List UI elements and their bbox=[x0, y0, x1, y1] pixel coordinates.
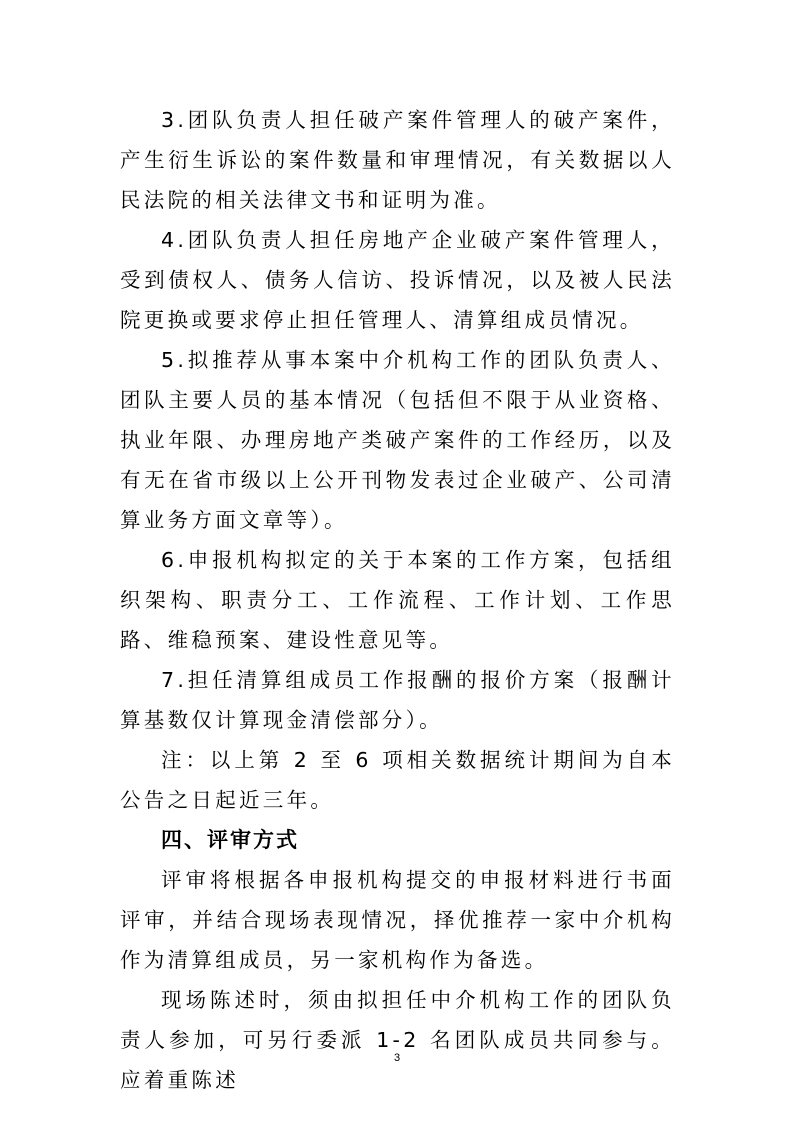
paragraph-note: 注：以上第 2 至 6 项相关数据统计期间为自本公告之日起近三年。 bbox=[120, 748, 675, 812]
paragraph-item-6: 6.申报机构拟定的关于本案的工作方案，包括组织架构、职责分工、工作流程、工作计划、工作思路、维稳预案、建设性意见等。 bbox=[120, 548, 675, 652]
page-number: 3 bbox=[393, 1052, 401, 1064]
paragraph-onsite-presentation: 现场陈述时，须由拟担任中介机构工作的团队负责人参加，可另行委派 1-2 名团队成员共同参与。应着重陈述 bbox=[120, 988, 675, 1092]
paragraph-review-method: 评审将根据各申报机构提交的申报材料进行书面评审，并结合现场表现情况，择优推荐一家中介机构作为清算组成员，另一家机构作为备选。 bbox=[120, 868, 675, 972]
paragraph-item-5: 5.拟推荐从事本案中介机构工作的团队负责人、团队主要人员的基本情况（包括但不限于从业资格、执业年限、办理房地产类破产案件的工作经历，以及有无在省市级以上公开刊物发表过企业破产、公司清算业务方面文章等）。 bbox=[120, 348, 675, 532]
paragraph-item-3: 3.团队负责人担任破产案件管理人的破产案件，产生衍生诉讼的案件数量和审理情况，有关数据以人民法院的相关法律文书和证明为准。 bbox=[120, 108, 675, 212]
section-heading: 四、评审方式 bbox=[161, 828, 299, 852]
paragraph-item-7: 7.担任清算组成员工作报酬的报价方案（报酬计算基数仅计算现金清偿部分）。 bbox=[120, 668, 675, 732]
paragraph-item-4: 4.团队负责人担任房地产企业破产案件管理人，受到债权人、债务人信访、投诉情况，以及被人民法院更换或要求停止担任管理人、清算组成员情况。 bbox=[120, 228, 675, 332]
document-body bbox=[120, 100, 675, 1100]
